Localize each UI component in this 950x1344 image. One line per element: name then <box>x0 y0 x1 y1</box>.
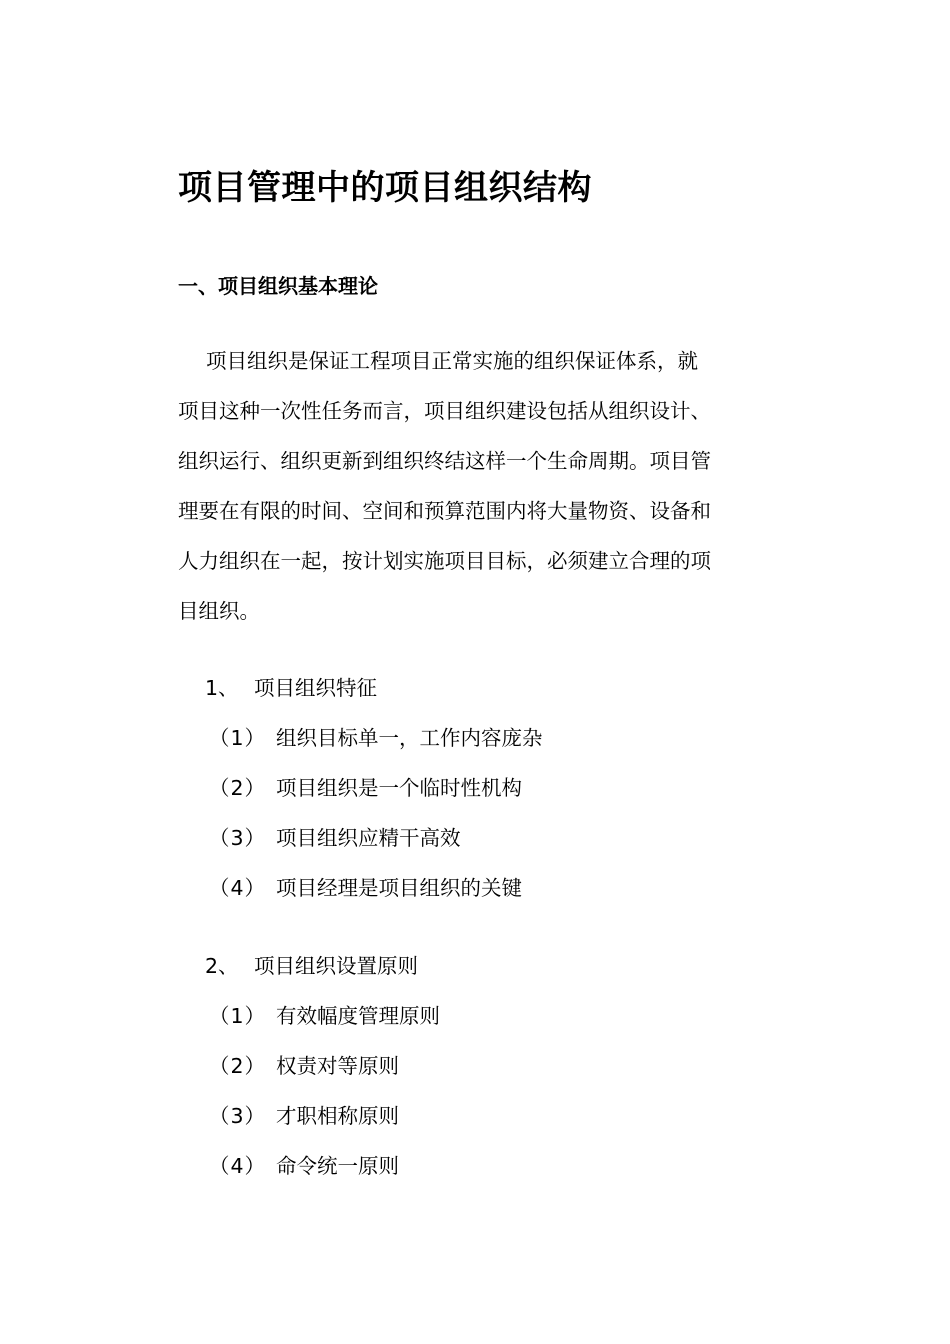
list-item <box>209 1045 805 1095</box>
list-item-text: 权责对等原则 <box>276 1054 399 1078</box>
section-principles <box>205 945 805 1195</box>
subsection-number: 2、 <box>205 954 239 978</box>
paragraph-line: 人力组织在一起，按计划实施项目目标，必须建立合理的项 <box>178 549 711 573</box>
list-item-text: 命令统一原则 <box>276 1154 399 1178</box>
subsection-title: 项目组织特征 <box>254 676 377 700</box>
list-item-text: 才职相称原则 <box>276 1104 399 1128</box>
document-title: 项目管理中的项目组织结构 <box>178 168 592 208</box>
list-item-number: （2） <box>209 776 267 800</box>
section-features <box>205 667 805 917</box>
subsection-title: 项目组织设置原则 <box>254 954 418 978</box>
list-item <box>209 1145 805 1195</box>
list-item <box>209 867 805 917</box>
list-item <box>209 995 805 1045</box>
list-item-text: 项目组织是一个临时性机构 <box>276 776 522 800</box>
list-item-text: 项目经理是项目组织的关键 <box>276 876 522 900</box>
list-item-text: 项目组织应精干高效 <box>276 826 461 850</box>
paragraph-line: 目组织。 <box>178 599 260 623</box>
intro-paragraph <box>178 340 778 640</box>
list-item-number: （1） <box>209 1004 267 1028</box>
list-item-number: （3） <box>209 1104 267 1128</box>
list-item-number: （1） <box>209 726 267 750</box>
paragraph-line: 理要在有限的时间、空间和预算范围内将大量物资、设备和 <box>178 499 711 523</box>
subsection-heading <box>205 667 805 717</box>
paragraph-line: 项目这种一次性任务而言，项目组织建设包括从组织设计、 <box>178 399 711 423</box>
list-item <box>209 817 805 867</box>
paragraph-line: 项目组织是保证工程项目正常实施的组织保证体系，就 <box>206 349 698 373</box>
section-heading: 一、项目组织基本理论 <box>178 274 378 298</box>
list-item-text: 组织目标单一，工作内容庞杂 <box>276 726 543 750</box>
list-item-text: 有效幅度管理原则 <box>276 1004 440 1028</box>
list-item <box>209 717 805 767</box>
list-item-number: （4） <box>209 876 267 900</box>
list-item <box>209 1095 805 1145</box>
list-item <box>209 767 805 817</box>
subsection-number: 1、 <box>205 676 239 700</box>
list-item-number: （3） <box>209 826 267 850</box>
subsection-heading <box>205 945 805 995</box>
paragraph-line: 组织运行、组织更新到组织终结这样一个生命周期。项目管 <box>178 449 711 473</box>
list-item-number: （2） <box>209 1054 267 1078</box>
list-item-number: （4） <box>209 1154 267 1178</box>
